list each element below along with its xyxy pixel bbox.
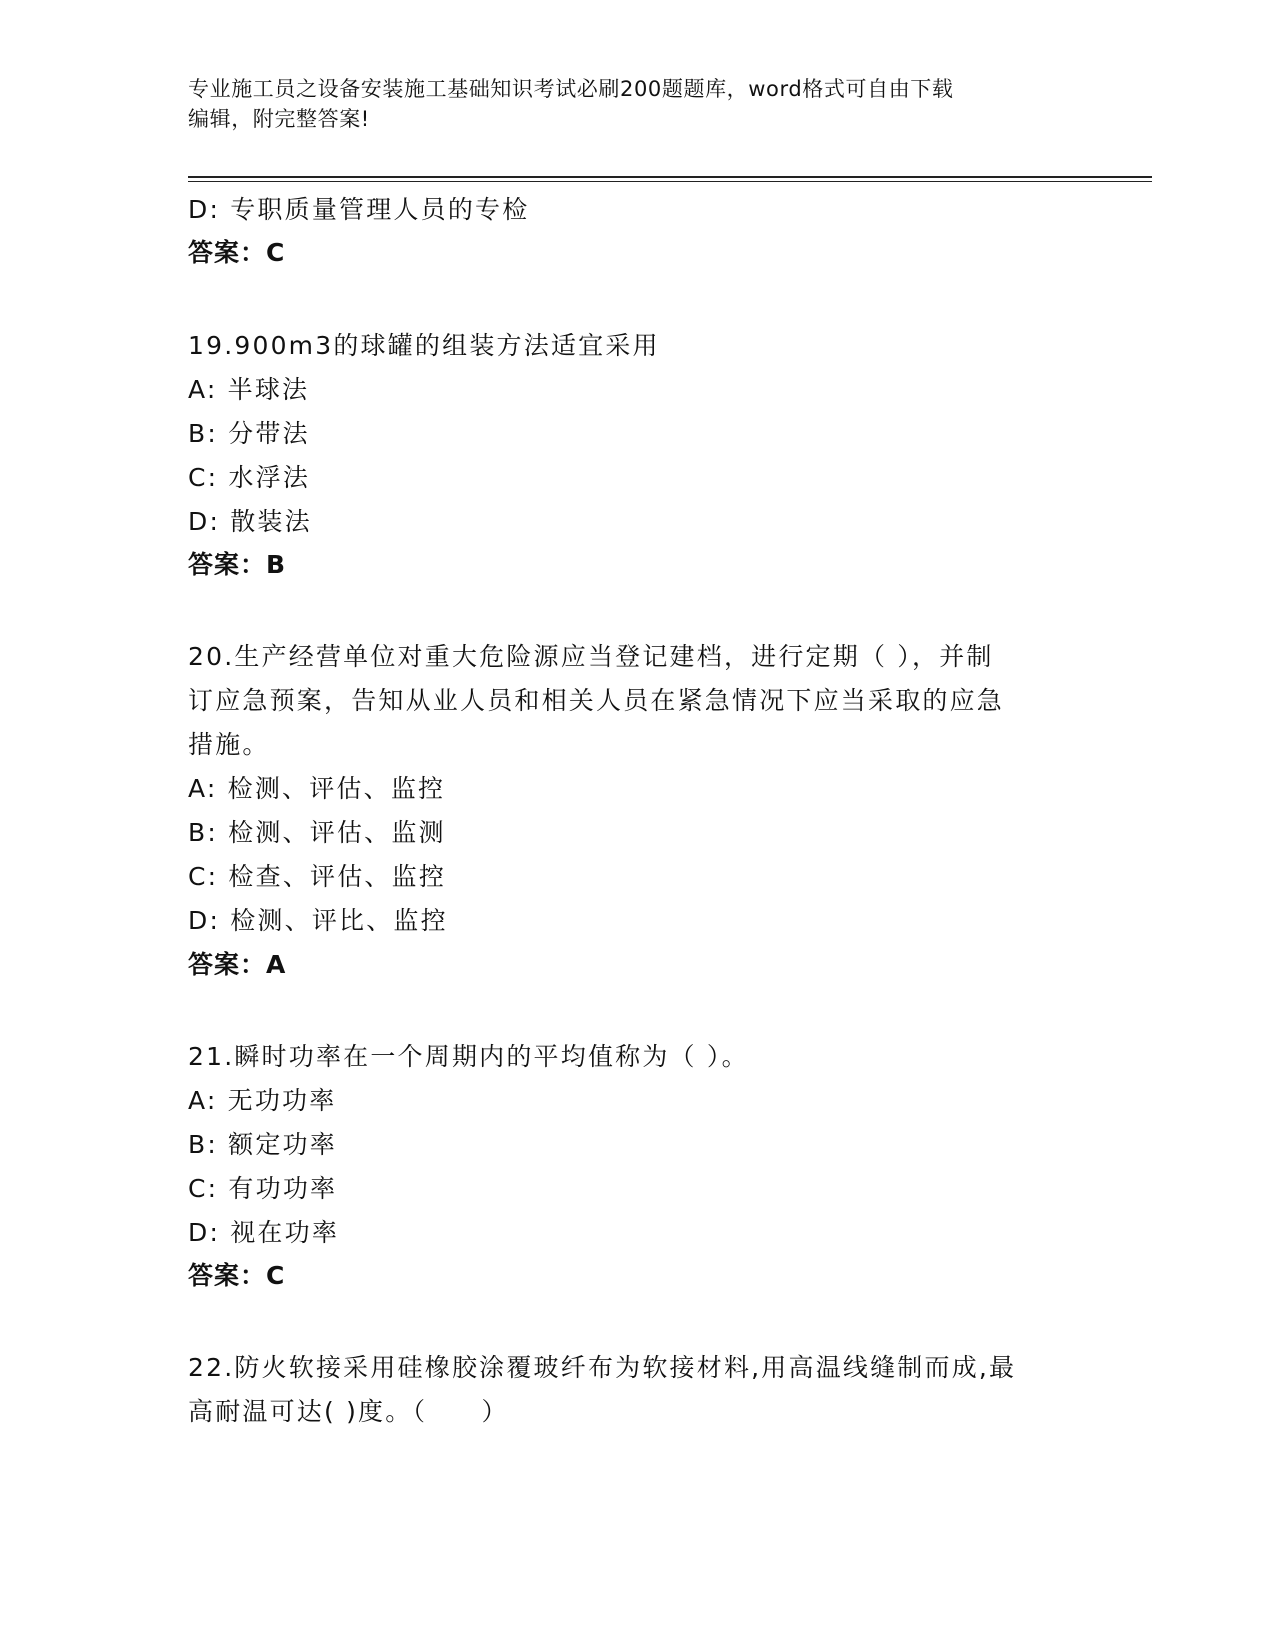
q19-option-d: D: 散装法 [188,507,312,536]
q21-option-d: D: 视在功率 [188,1218,340,1247]
q18-answer: 答案：C [188,238,286,267]
document-header [188,74,1088,134]
q20-option-b: B: 检测、评估、监测 [188,818,446,847]
q19-stem: 19.900m3的球罐的组装方法适宜采用 [188,331,660,360]
q22-stem-line2: 高耐温可达( )度。（ ） [188,1397,509,1426]
header-title-line2: 编辑，附完整答案! [188,107,370,131]
q18-option-d: D: 专职质量管理人员的专检 [188,195,530,224]
q21-stem: 21.瞬时功率在一个周期内的平均值称为（ ）。 [188,1042,749,1071]
q21-answer: 答案：C [188,1261,286,1290]
q20-answer: 答案：A [188,950,287,979]
q20-option-c: C: 检查、评估、监控 [188,862,447,891]
q20-stem-line3: 措施。 [188,730,270,759]
q22-stem-line1: 22.防火软接采用硅橡胶涂覆玻纤布为软接材料,用高温线缝制而成,最 [188,1353,1017,1382]
q19-option-c: C: 水浮法 [188,463,311,492]
header-title-line1: 专业施工员之设备安装施工基础知识考试必刷200题题库，word格式可自由下载 [188,77,954,101]
q20-option-a: A: 检测、评估、监控 [188,774,446,803]
q19-answer: 答案：B [188,550,287,579]
header-rule-thin [188,181,1152,182]
q19-option-b: B: 分带法 [188,419,310,448]
q19-option-a: A: 半球法 [188,375,310,404]
header-rule-thick [188,176,1152,178]
q20-stem-line2: 订应急预案，告知从业人员和相关人员在紧急情况下应当采取的应急 [188,686,1005,715]
q21-option-a: A: 无功功率 [188,1086,337,1115]
q20-stem-line1: 20.生产经营单位对重大危险源应当登记建档，进行定期（ ），并制 [188,642,994,671]
q21-option-c: C: 有功功率 [188,1174,338,1203]
q20-option-d: D: 检测、评比、监控 [188,906,448,935]
q21-option-b: B: 额定功率 [188,1130,337,1159]
